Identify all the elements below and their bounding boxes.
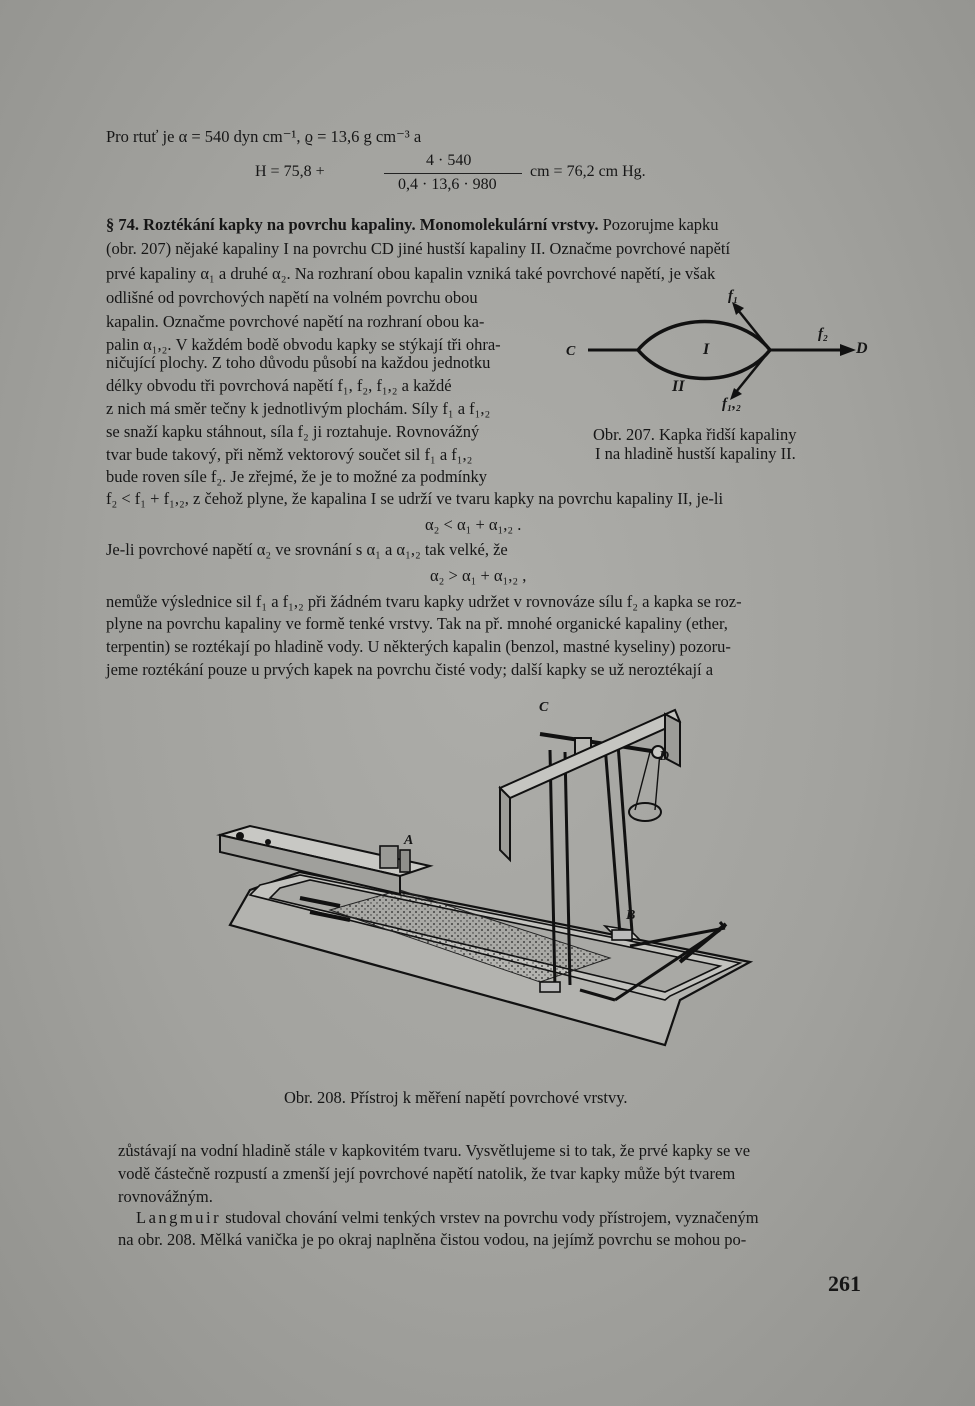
fig207-label-f12: f₁,₂ (722, 396, 742, 412)
fig208-label-D: D (659, 749, 670, 764)
fig207-caption-line2: I na hladině hustší kapaliny II. (595, 444, 796, 463)
fig207-caption-line1: Obr. 207. Kapka řidší kapaliny (593, 425, 797, 444)
figure-207-drop-diagram (560, 282, 880, 432)
section2-line-0: nemůže výslednice sil f₁ a f₁,₂ při žádném tvaru kapky udržet v rovnováze sílu f₂ a kapka se roz- (106, 592, 742, 611)
section-line-9: se snaží kapku stáhnout, síla f₂ ji roztahuje. Rovnovážný (106, 422, 480, 441)
section-line-5: palin α₁,₂. V každém bodě obvodu kapky se stýkají tři ohra- (106, 335, 501, 354)
formula-rhs: cm = 76,2 cm Hg. (530, 163, 646, 180)
section-line-12: f₂ < f₁ + f₁,₂, z čehož plyne, že kapalina I se udrží ve tvaru kapky na povrchu kapaliny II, je-li (106, 489, 724, 508)
section2-line-2: terpentin) se roztékají po hladině vody. U některých kapalin (benzol, mastné kyseliny) pozoru- (106, 637, 731, 656)
fig208-label-C: C (539, 700, 549, 715)
langmuir-line-1 (136, 1208, 759, 1228)
section-line-11: bude roven síle f₂. Je zřejmé, že je to možné za podmínky (106, 467, 487, 486)
section-line-10: tvar bude takový, při němž vektorový součet sil f₁ a f₁,₂ (106, 445, 473, 464)
section2-line-1: plyne na povrchu kapaliny ve formě tenké vrstvy. Tak na př. mnohé organické kapaliny (ether, (106, 614, 728, 633)
fig208-label-A: A (404, 833, 414, 848)
section2-line-3: jeme roztékání pouze u prvých kapek na povrchu čisté vody; další kapky se už neroztékají a (106, 660, 714, 679)
equation-1: α₂ < α₁ + α₁,₂ . (425, 515, 522, 534)
langmuir-line-2: na obr. 208. Mělká vanička je po okraj naplněna čistou vodou, na jejímž povrchu se mohou po- (118, 1230, 747, 1249)
fig207-label-I: I (703, 341, 710, 358)
section-line-2: prvé kapaliny α₁ a druhé α₂. Na rozhraní obou kapalin vzniká také povrchové napětí, je však (106, 264, 716, 283)
section-line-7: délky obvodu tři povrchová napětí f₁, f₂, f₁,₂ a každé (106, 376, 452, 395)
formula-denominator: 0,4 · 13,6 · 980 (398, 176, 497, 193)
fig207-label-D: D (856, 340, 868, 357)
section-heading-line (106, 215, 719, 235)
fig207-label-II: II (672, 378, 685, 395)
section-line-8: z nich má směr tečny k jednotlivým plochám. Síly f₁ a f₁,₂ (106, 399, 491, 418)
fig208-label-B: B (626, 908, 636, 923)
formula-numerator: 4 · 540 (426, 152, 472, 169)
after-fig-line-0: zůstávají na vodní hladině stále v kapkovitém tvaru. Vysvětlujeme si to tak, že prvé kapky se ve (118, 1141, 751, 1160)
line-after-eq1: Je-li povrchové napětí α₂ ve srovnání s α₁ a α₁,₂ tak velké, že (106, 540, 508, 559)
equation-2: α₂ > α₁ + α₁,₂ , (430, 566, 527, 585)
fraction-bar (384, 173, 522, 174)
figure-208-apparatus (210, 700, 770, 1060)
langmuir-name: Langmuir (136, 1208, 222, 1227)
langmuir-line-1-rest: studoval chování velmi tenkých vrstev na povrchu vody přístrojem, vyznačeným (225, 1208, 759, 1227)
formula-intro: Pro rtuť je α = 540 dyn cm⁻¹, ϱ = 13,6 g cm⁻³ a (106, 127, 422, 146)
section-line-4: kapalin. Označme povrchové napětí na rozhraní obou ka- (106, 312, 485, 331)
section-line-0: Pozorujme kapku (602, 215, 719, 234)
section-line-3: odlišné od povrchových napětí na volném povrchu obou (106, 288, 478, 307)
section-line-1: (obr. 207) nějaké kapaliny I na povrchu CD jiné hustší kapaliny II. Označme povrchové napětí (106, 239, 731, 258)
after-fig-line-1: vodě částečně rozpustí a zmenší její povrchové napětí natolik, že tvar kapky může být tvarem (118, 1164, 736, 1183)
fig208-caption: Obr. 208. Přístroj k měření napětí povrchové vrstvy. (284, 1088, 628, 1107)
fig207-label-f2: f₂ (818, 326, 829, 342)
section-heading: § 74. Roztékání kapky na povrchu kapaliny. Monomolekulární vrstvy. (106, 215, 599, 234)
section-line-6: ničující plochy. Z toho důvodu působí na každou jednotku (106, 353, 491, 372)
page-number: 261 (828, 1271, 861, 1296)
fig207-label-f1: f₁ (728, 288, 739, 304)
fig207-label-C: C (566, 344, 576, 359)
formula-lhs: H = 75,8 + (255, 163, 325, 180)
after-fig-line-2: rovnovážným. (118, 1187, 213, 1206)
